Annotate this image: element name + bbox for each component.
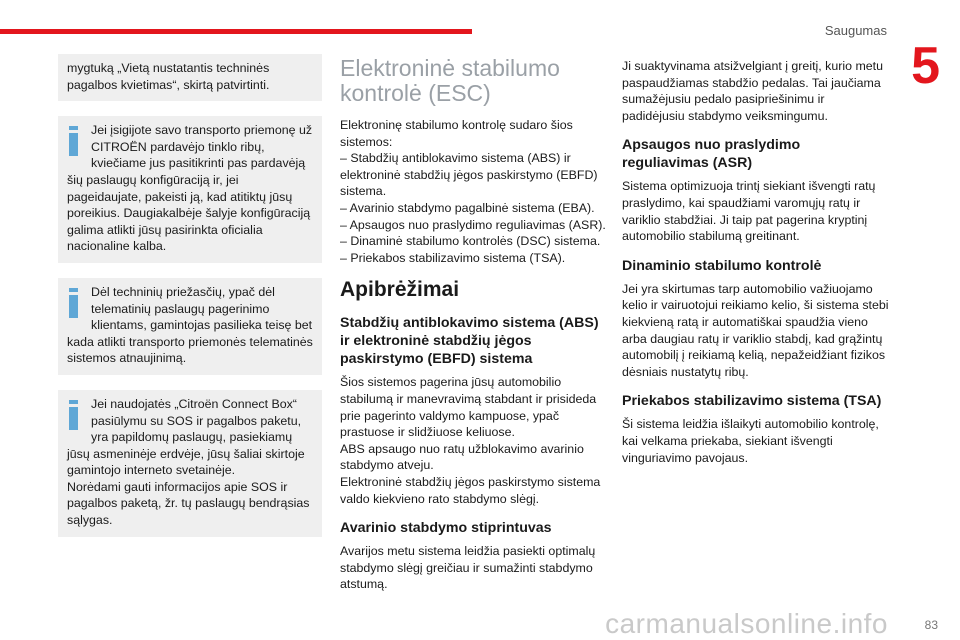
subheading-tsa: Priekabos stabilizavimo sistema (TSA) <box>622 393 882 410</box>
subheading-abs: Stabdžių antiblokavimo sistema (ABS) ir elektroninė stabdžių jėgos paskirstymo (EBFD) sistema <box>340 315 599 368</box>
section-heading: Elektroninė stabilumo kontrolė (ESC) <box>340 55 560 106</box>
definitions-heading: Apibrėžimai <box>340 278 460 302</box>
paragraph-eba: Avarijos metu sistema leidžia pasiekti optimalų stabdymo slėgį greičiau ir sumažinti stabdymo atstumą. <box>340 544 596 592</box>
paragraph-abs: Šios sistemos pagerina jūsų automobilio stabilumą ir manevravimą stabdant ir prisideda prie pagerinto valdymo kampuose, ypač prastuose ir slidžiuose keliuose. ABS apsaugo nuo ratų užblokavimo avarinio stabdymo atveju. Elektroninė stabdžių jėgos paskirstymo sistema valdo kiekvieno rato stabdymo slėgį. <box>340 375 601 506</box>
right-column <box>622 58 890 466</box>
middle-column <box>340 56 606 593</box>
info-icon <box>67 288 78 318</box>
chapter-number: 5 <box>911 37 940 95</box>
section-title: Saugumas <box>824 23 887 38</box>
watermark: carmanualsonline.info <box>605 608 888 639</box>
subheading-asr: Apsaugos nuo praslydimo reguliavimas (ASR) <box>622 137 801 172</box>
paragraph-eba-cont: Ji suaktyvinama atsižvelgiant į greitį, kurio metu paspaudžiamas stabdžio pedalas. Tai jaučiama sumažėjusiu pedalo pasipriešinimu ir padidėjusiu stabdymo veiksmingumu. <box>622 59 883 123</box>
info-icon <box>67 400 78 430</box>
page-number: 83 <box>924 618 938 632</box>
note-text: mygtuką „Vietą nustatantis techninės pagalbos kvietimas“, skirtą patvirtinti. <box>67 61 270 92</box>
info-box <box>58 390 322 537</box>
left-column <box>58 54 322 552</box>
info-box <box>58 278 322 375</box>
paragraph-dsc: Jei yra skirtumas tarp automobilio važiuojamo kelio ir vairuotojui reikiamo kelio, ši sistema stebi kiekvieną ratą ir automatiškai spaudžia vieno arba daugiau ratų ir variklio stabdį, kad grąžintų automobilį į reikiamą kelią, nepažeidžiant fizikos dėsniais nustatytų ribų. <box>622 281 889 379</box>
info-text: Jei įsigijote savo transporto priemonę už CITROËN pardavėjo tinklo ribų, kviečiame jus pasitikrinti pas pardavėją šių paslaugų konfigūraciją ir, jei pageidaujate, pakeisti ją, kad atitiktų jūsų poreikius. Daugiakalbėje šalyje konfigūraciją galima atlikti jūsų pasirinkta oficialia nacionaline kalba. <box>67 123 313 254</box>
subheading-dsc: Dinaminio stabilumo kontrolė <box>622 257 822 274</box>
paragraph-asr: Sistema optimizuoja trintį siekiant išvengti ratų praslydimo, kai spaudžiami varomųjų ratų ir variklio stabdžiai. Ji taip pat pagerina kryptinį automobilio stabilumą greitinant. <box>622 179 876 244</box>
header-accent-bar <box>0 29 472 34</box>
info-icon <box>67 126 78 156</box>
info-text: Dėl techninių priežasčių, ypač dėl telematinių paslaugų pagerinimo klientams, gamintojas pasilieka teisę bet kada atlikti transporto priemonės telematinės sistemos atnaujinimą. <box>67 284 313 366</box>
paragraph-tsa: Ši sistema leidžia išlaikyti automobilio kontrolę, kai velkama priekaba, siekiant išvengti vinguriavimo pavojaus. <box>622 417 879 465</box>
subheading-eba: Avarinio stabdymo stiprintuvas <box>340 520 552 537</box>
info-box <box>58 116 322 263</box>
intro-paragraph: Elektroninę stabilumo kontrolę sudaro šios sistemos: – Stabdžių antiblokavimo sistema (ABS) ir elektroninė stabdžių jėgos paskirstymo (EBFD) sistema. – Avarinio stabdymo pagalbinė sistema (EBA). – Apsaugos nuo praslydimo reguliavimas (ASR). – Dinaminė stabilumo kontrolės (DSC) sistema. – Priekabos stabilizavimo sistema (TSA). <box>340 118 606 265</box>
info-text: Jei naudojatės „Citroën Connect Box“ pasiūlymu su SOS ir pagalbos paketu, yra papildomų paslaugų, pasiekiamų jūsų asmeninėje erdvėje, jūsų šaliai skirtoje gamintojo interneto svetainėje. Norėdami gauti informacijos apie SOS ir pagalbos paketą, žr. tų paslaugų bendrąsias sąlygas. <box>67 396 310 528</box>
note-box <box>58 54 322 101</box>
